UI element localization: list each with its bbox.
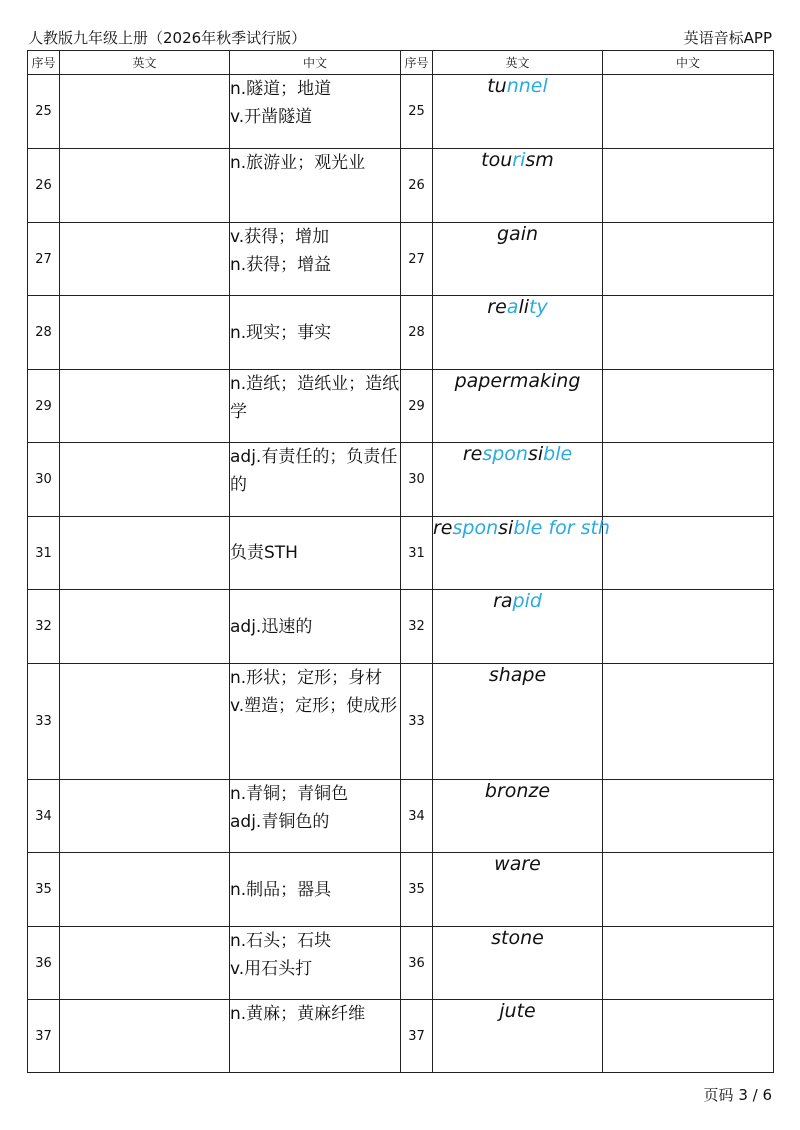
english-blank-cell — [60, 927, 230, 1000]
row-number-right: 30 — [401, 443, 433, 517]
syllable-segment: gain — [496, 223, 539, 245]
syllable-segment: ware — [494, 853, 541, 875]
chinese-meaning-cell — [230, 296, 401, 370]
row-number-left: 29 — [28, 370, 60, 443]
header-english-right: 英文 — [433, 51, 603, 75]
table-row — [28, 780, 774, 853]
syllable-segment: si — [498, 517, 514, 539]
chinese-meaning-cell — [230, 853, 401, 927]
meaning-line: adj.迅速的 — [230, 616, 313, 637]
row-number-right: 35 — [401, 853, 433, 927]
chinese-meaning-cell — [230, 590, 401, 664]
row-number-left: 33 — [28, 664, 60, 780]
english-blank-cell — [60, 149, 230, 223]
chinese-blank-cell — [603, 1000, 774, 1073]
syllable-segment: tou — [481, 149, 513, 171]
row-number-right: 31 — [401, 517, 433, 590]
meaning-line: adj.青铜色的 — [230, 812, 330, 832]
header-chinese-left: 中文 — [230, 51, 401, 75]
chinese-blank-cell — [603, 149, 774, 223]
english-blank-cell — [60, 75, 230, 149]
syllable-segment: si — [527, 443, 544, 465]
english-word-cell — [433, 853, 603, 927]
row-number-right: 26 — [401, 149, 433, 223]
syllable-segment: ble — [543, 443, 573, 465]
row-number-left: 35 — [28, 853, 60, 927]
syllable-segment: papermaking — [454, 370, 581, 392]
table-row — [28, 1000, 774, 1073]
syllable-segment: a — [506, 296, 519, 318]
row-number-left: 32 — [28, 590, 60, 664]
row-number-right: 29 — [401, 370, 433, 443]
meaning-line: n.青铜；青铜色 — [230, 784, 349, 804]
english-word-cell — [433, 443, 603, 517]
meaning-line: n.旅游业；观光业 — [230, 153, 366, 173]
row-number-right: 25 — [401, 75, 433, 149]
chinese-meaning-cell — [230, 664, 401, 780]
english-blank-cell — [60, 370, 230, 443]
row-number-right: 32 — [401, 590, 433, 664]
chinese-blank-cell — [603, 296, 774, 370]
english-blank-cell — [60, 853, 230, 927]
table-row — [28, 590, 774, 664]
english-word-cell — [433, 927, 603, 1000]
chinese-meaning-cell — [230, 443, 401, 517]
chinese-meaning-cell — [230, 149, 401, 223]
chinese-blank-cell — [603, 517, 774, 590]
table-row — [28, 664, 774, 780]
chinese-blank-cell — [603, 853, 774, 927]
row-number-right: 34 — [401, 780, 433, 853]
row-number-right: 37 — [401, 1000, 433, 1073]
english-word-cell — [433, 75, 603, 149]
meaning-line: n.造纸；造纸业；造纸学 — [230, 374, 400, 422]
chinese-blank-cell — [603, 664, 774, 780]
meaning-line: v.获得；增加 — [230, 227, 330, 247]
table-row — [28, 370, 774, 443]
english-blank-cell — [60, 664, 230, 780]
header-chinese-right: 中文 — [603, 51, 774, 75]
table-row — [28, 517, 774, 590]
chinese-blank-cell — [603, 780, 774, 853]
table-row — [28, 149, 774, 223]
syllable-segment: shape — [488, 664, 547, 686]
meaning-line: n.现实；事实 — [230, 322, 332, 343]
english-blank-cell — [60, 443, 230, 517]
meaning-line: n.制品；器具 — [230, 879, 332, 900]
syllable-segment: sm — [525, 149, 554, 171]
syllable-segment: nnel — [506, 75, 548, 97]
english-blank-cell — [60, 590, 230, 664]
meaning-line: v.用石头打 — [230, 959, 313, 979]
row-number-left: 28 — [28, 296, 60, 370]
chinese-meaning-cell — [230, 75, 401, 149]
row-number-left: 30 — [28, 443, 60, 517]
table-row — [28, 927, 774, 1000]
table-header-row — [28, 51, 774, 75]
chinese-blank-cell — [603, 443, 774, 517]
table-row — [28, 853, 774, 927]
row-number-right: 28 — [401, 296, 433, 370]
table-row — [28, 75, 774, 149]
row-number-left: 36 — [28, 927, 60, 1000]
english-word-cell — [433, 370, 603, 443]
english-word-cell — [433, 149, 603, 223]
english-blank-cell — [60, 1000, 230, 1073]
row-number-right: 27 — [401, 223, 433, 296]
header-english-left: 英文 — [60, 51, 230, 75]
meaning-line: v.开凿隧道 — [230, 107, 313, 127]
syllable-segment: bronze — [484, 780, 551, 802]
chinese-meaning-cell — [230, 1000, 401, 1073]
chinese-blank-cell — [603, 927, 774, 1000]
meaning-line: adj.有责任的；负责任的 — [230, 447, 398, 495]
english-word-cell — [433, 590, 603, 664]
syllable-segment: jute — [499, 1000, 536, 1022]
meaning-line: n.隧道；地道 — [230, 79, 332, 99]
english-word-cell — [433, 517, 610, 590]
syllable-segment: re — [433, 517, 453, 539]
table-row — [28, 443, 774, 517]
meaning-line: n.形状；定形；身材 — [230, 668, 383, 688]
table-row — [28, 223, 774, 296]
row-number-left: 37 — [28, 1000, 60, 1073]
table-row — [28, 296, 774, 370]
syllable-segment: re — [487, 296, 507, 318]
syllable-segment: ty — [529, 296, 548, 318]
meaning-line: n.石头；石块 — [230, 931, 332, 951]
syllable-segment: spon — [482, 443, 528, 465]
chinese-meaning-cell — [230, 927, 401, 1000]
meaning-line: 负责STH — [230, 543, 298, 563]
meaning-line: n.黄麻；黄麻纤维 — [230, 1004, 366, 1024]
syllable-segment: pid — [512, 590, 542, 612]
chinese-meaning-cell — [230, 780, 401, 853]
header-number-left: 序号 — [28, 51, 60, 75]
chinese-blank-cell — [603, 75, 774, 149]
document-title: 人教版九年级上册（2026年秋季试行版） — [28, 29, 307, 47]
row-number-left: 25 — [28, 75, 60, 149]
meaning-line: n.获得；增益 — [230, 255, 332, 275]
header-number-right: 序号 — [401, 51, 433, 75]
syllable-segment: re — [462, 443, 483, 465]
english-blank-cell — [60, 296, 230, 370]
row-number-left: 31 — [28, 517, 60, 590]
chinese-blank-cell — [603, 370, 774, 443]
syllable-segment: tu — [487, 75, 507, 97]
row-number-left: 26 — [28, 149, 60, 223]
english-word-cell — [433, 780, 603, 853]
chinese-meaning-cell — [230, 223, 401, 296]
english-word-cell — [433, 296, 603, 370]
chinese-meaning-cell — [230, 370, 401, 443]
english-blank-cell — [60, 780, 230, 853]
english-word-cell — [433, 664, 603, 780]
meaning-line: v.塑造；定形；使成形 — [230, 696, 398, 716]
syllable-segment: spon — [452, 517, 499, 539]
page-number: 页码 3 / 6 — [703, 1086, 772, 1104]
chinese-meaning-cell — [230, 517, 401, 590]
app-name: 英语音标APP — [683, 29, 772, 47]
vocabulary-table — [27, 50, 774, 1073]
english-word-cell — [433, 223, 603, 296]
chinese-blank-cell — [603, 590, 774, 664]
row-number-right: 33 — [401, 664, 433, 780]
row-number-right: 36 — [401, 927, 433, 1000]
row-number-left: 27 — [28, 223, 60, 296]
english-word-cell — [433, 1000, 603, 1073]
syllable-segment: ri — [512, 149, 526, 171]
syllable-segment: stone — [491, 927, 544, 949]
chinese-blank-cell — [603, 223, 774, 296]
syllable-segment: ble for sth — [513, 517, 610, 539]
syllable-segment: ra — [493, 590, 513, 612]
row-number-left: 34 — [28, 780, 60, 853]
english-blank-cell — [60, 223, 230, 296]
syllable-segment: li — [518, 296, 530, 318]
english-blank-cell — [60, 517, 230, 590]
